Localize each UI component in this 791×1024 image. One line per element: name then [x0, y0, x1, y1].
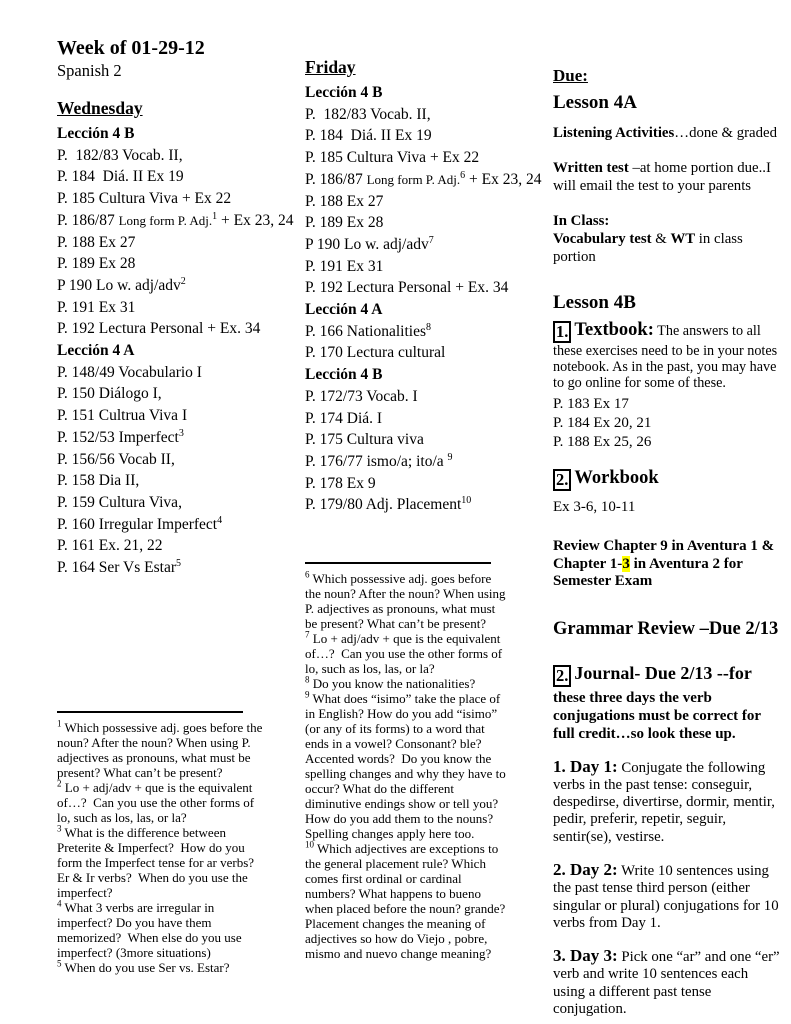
footnote	[305, 839, 509, 961]
day-task-text: Conjugate the following verbs in the past tense: conseguir, despedirse, divertirse, dormir, mentir, pedir, preferir, repetir, seguir, sentir(se), vestirse.	[553, 759, 775, 845]
assignment-text-after: + Ex 23, 24	[217, 211, 294, 229]
assignment-item	[305, 125, 543, 147]
assignment-text: P. 166 Nationalities	[305, 322, 426, 340]
assignment-item	[305, 234, 543, 256]
vocab-test-line	[553, 230, 781, 266]
footnote-reference: 5	[175, 557, 181, 569]
footnote	[57, 900, 263, 960]
assignment-text: P. 192 Lectura Personal + Ex. 34	[305, 279, 509, 297]
footnote-reference: 2	[180, 275, 186, 287]
lesson-4b-title: Lesson 4B	[553, 292, 636, 313]
assignment-text: P. 159 Cultura Viva,	[57, 493, 182, 511]
assignment-item	[57, 535, 299, 557]
assignment-item	[305, 104, 543, 126]
footnote-number: 9	[305, 689, 310, 700]
assignment-item	[57, 275, 299, 297]
wednesday-heading: Wednesday	[57, 98, 143, 118]
footnote-number: 1	[57, 718, 62, 729]
assignment-item	[305, 473, 543, 495]
footnote-text: Which adjectives are exceptions to the general placement rule? Which comes first ordinal or cardinal numbers? What happens to bueno when placed before the noun? grande? Placement changes the meaning of adjectives so how do Viejo , pobre, mismo and nuevo change meaning?	[305, 841, 509, 961]
assignment-item	[57, 253, 299, 275]
footnote-reference: 9	[447, 451, 453, 463]
assignment-text: P. 170 Lectura cultural	[305, 344, 446, 362]
journal-requirements: these three days the verb conjugations must be correct for full credit…so look these up.	[553, 689, 761, 742]
assignment-item	[57, 383, 299, 405]
assignment-item	[57, 123, 299, 145]
due-heading: Due:	[553, 66, 588, 85]
assignment-text: P. 179/80 Adj. Placement	[305, 496, 462, 514]
assignment-item	[57, 210, 299, 232]
assignment-text: P. 191 Ex 31	[57, 298, 136, 316]
assignment-item	[305, 299, 543, 321]
friday-assignment-list	[305, 82, 543, 516]
footnote-text: What 3 verbs are irregular in imperfect? Do you have them memorized? When else do you use imperfect? (3more situations)	[57, 900, 245, 960]
assignment-text: Lección 4 A	[305, 301, 383, 319]
day-task-list	[553, 758, 781, 1019]
due-column	[553, 66, 781, 1018]
wednesday-assignment-list	[57, 123, 299, 579]
assignment-item	[57, 405, 299, 427]
listening-status: …done & graded	[674, 125, 777, 141]
boxed-number-journal: 2.	[553, 665, 571, 687]
footnote	[305, 689, 509, 841]
textbook-exercise-item: P. 188 Ex 25, 26	[553, 434, 652, 450]
assignment-text: P. 182/83 Vocab. II,	[305, 105, 431, 123]
footnote-reference: 4	[217, 514, 223, 526]
written-test-note: –at home portion due..I will email the test to your parents	[553, 160, 771, 194]
footnote-reference: 1	[212, 210, 218, 222]
boxed-number-2: 2.	[553, 469, 571, 491]
footnote	[305, 569, 509, 631]
assignment-text: P. 188 Ex 27	[305, 192, 384, 210]
assignment-item	[57, 362, 299, 384]
footnote-text: When do you use Ser vs. Estar?	[61, 960, 230, 975]
page-subtitle: Spanish 2	[57, 61, 122, 80]
in-class-label: In Class:	[553, 213, 610, 229]
assignment-text: P. 188 Ex 27	[57, 233, 136, 251]
journal-title: Journal- Due 2/13 --for	[574, 662, 752, 683]
assignment-text: P 190 Lo w. adj/adv	[305, 235, 429, 253]
ampersand: &	[651, 231, 671, 247]
assignment-text: P. 156/56 Vocab II,	[57, 450, 175, 468]
footnote-text: Do you know the nationalities?	[309, 676, 476, 691]
day-task-text: Write 10 sentences using the past tense third person (either singular or plural) conjugations for 10 verbs from Day 1.	[553, 862, 779, 931]
boxed-number-1: 1.	[553, 321, 571, 343]
textbook-exercise-item: P. 184 Ex 20, 21	[553, 415, 652, 431]
footnote-reference: 8	[425, 321, 431, 333]
footnote-number: 3	[57, 823, 62, 834]
day-task-label: 3. Day 3:	[553, 946, 618, 966]
footnote	[305, 676, 506, 691]
assignment-item	[57, 145, 299, 167]
footnotes-left-block	[57, 711, 266, 975]
assignment-text: P. 158 Dia II,	[57, 472, 140, 490]
assignment-text: P. 172/73 Vocab. I	[305, 387, 418, 405]
assignment-item	[305, 451, 543, 473]
day-task-text: Pick one “ar” and one “er” verb and write 10 sentences each using a different past tense conjugation.	[553, 949, 780, 1018]
semester-exam-review-note	[553, 538, 781, 591]
assignment-item	[57, 427, 299, 449]
assignment-text: P. 185 Cultura Viva + Ex 22	[57, 190, 232, 208]
textbook-label: Textbook:	[574, 320, 654, 340]
assignment-text: P. 178 Ex 9	[305, 474, 376, 492]
textbook-exercise-item: P. 183 Ex 17	[553, 396, 629, 412]
assignment-item	[57, 166, 299, 188]
lesson-4a-title: Lesson 4A	[553, 92, 637, 113]
left-column	[57, 36, 299, 579]
assignment-text: P. 176/77 ismo/a; ito/a	[305, 452, 448, 470]
footnote	[57, 780, 263, 825]
footnotes-middle-block	[305, 562, 509, 961]
assignment-item	[57, 557, 299, 579]
footnote-separator	[305, 562, 491, 564]
footnote	[57, 825, 263, 900]
assignment-item	[57, 188, 299, 210]
footnote-text: Lo + adj/adv + que is the equivalent of…? Can you use the other forms of lo, such as los, las, or la?	[305, 631, 506, 676]
written-test-label: Written test	[553, 160, 629, 176]
assignment-item	[57, 449, 299, 471]
assignment-item	[57, 470, 299, 492]
assignment-item	[305, 321, 543, 343]
vocab-test-label: Vocabulary test	[553, 231, 652, 247]
assignment-text: P. 150 Diálogo I,	[57, 385, 162, 403]
review-text-after: in Aventura 2 for Semester Exam	[553, 555, 743, 589]
assignment-item	[305, 429, 543, 451]
footnote-number: 10	[305, 839, 314, 850]
assignment-item	[57, 492, 299, 514]
assignment-text: P. 148/49 Vocabulario I	[57, 363, 202, 381]
highlighted-text: 3	[622, 555, 630, 572]
footnote	[57, 960, 263, 975]
journal-title-line	[553, 664, 781, 687]
footnotes-middle-list	[305, 569, 509, 961]
assignment-text: P. 184 Diá. II Ex 19	[305, 127, 432, 145]
assignment-item	[305, 386, 543, 408]
listening-label: Listening Activities	[553, 125, 675, 141]
review-text: Review Chapter 9 in Aventura 1 & Chapter 1-	[553, 538, 775, 572]
footnote-text: What does “isimo” take the place of in English? How do you add “isimo” (or any of its forms) to a word that ends in a vowel? Consonant? ble? Accented words? Do you know the spelling changes and why they have to occur? What do the different diminutive endings show or tell you? How do you add them to the nouns? Spelling changes apply here too.	[305, 691, 509, 841]
day-task	[553, 758, 781, 846]
footnote-reference: 7	[428, 234, 434, 246]
assignment-text: P. 160 Irregular Imperfect	[57, 515, 218, 533]
assignment-text: P. 182/83 Vocab. II,	[57, 146, 183, 164]
assignment-text: P. 185 Cultura Viva + Ex 22	[305, 149, 480, 167]
assignment-item	[305, 169, 543, 191]
assignment-text-after: + Ex 23, 24	[465, 170, 542, 188]
day-task-label: 1. Day 1:	[553, 756, 618, 776]
footnote-number: 5	[57, 958, 62, 969]
footnote-reference: 3	[178, 427, 184, 439]
footnote-reference: 10	[461, 495, 472, 507]
assignment-text: P. 186/87	[57, 211, 119, 229]
in-class-block	[553, 212, 781, 266]
assignment-small-text: Long form P. Adj.	[118, 212, 213, 228]
footnote-text: Lo + adj/adv + que is the equivalent of…? Can you use the other forms of lo, such as los, las, or la?	[57, 780, 258, 825]
assignment-text: P. 189 Ex 28	[57, 255, 136, 273]
footnote-text: Which possessive adj. goes before the noun? After the noun? When using P. adjectives as pronouns, what must be present? What can’t be present?	[305, 571, 509, 631]
assignment-text: P. 191 Ex 31	[305, 257, 384, 275]
journal-section	[553, 664, 781, 743]
assignment-item	[57, 318, 299, 340]
assignment-item	[305, 82, 543, 104]
assignment-text: P. 189 Ex 28	[305, 214, 384, 232]
vocab-test-note: in class portion	[553, 231, 743, 265]
assignment-item	[305, 147, 543, 169]
assignment-item	[305, 256, 543, 278]
assignment-item	[305, 408, 543, 430]
assignment-item	[305, 342, 543, 364]
textbook-exercise-list	[553, 395, 781, 452]
assignment-item	[305, 364, 543, 386]
assignment-text: P. 152/53 Imperfect	[57, 428, 179, 446]
assignment-text: P. 174 Diá. I	[305, 409, 383, 427]
assignment-item	[57, 297, 299, 319]
written-test-line	[553, 159, 781, 195]
assignment-text: P. 184 Diá. II Ex 19	[57, 168, 184, 186]
assignment-text: P. 192 Lectura Personal + Ex. 34	[57, 320, 261, 338]
assignment-text: Lección 4 B	[57, 125, 135, 142]
assignment-text: P. 151 Cultrua Viva I	[57, 407, 188, 425]
footnote-number: 6	[305, 569, 310, 580]
footnote	[57, 718, 266, 780]
day-task	[553, 861, 781, 932]
assignment-item	[57, 514, 299, 536]
footnote-text: What is the difference between Preterite & Imperfect? How do you form the Imperfect tense for ar verbs? Er & Ir verbs? When do you use the imperfect?	[57, 825, 258, 900]
assignment-item	[305, 212, 543, 234]
assignment-text: P 190 Lo w. adj/adv	[57, 276, 181, 294]
assignment-item	[305, 494, 543, 516]
assignment-text: P. 186/87	[305, 170, 367, 188]
workbook-section	[553, 469, 781, 491]
assignment-text: P. 175 Cultura viva	[305, 431, 424, 449]
assignment-item	[57, 232, 299, 254]
day-task-label: 2. Day 2:	[553, 859, 618, 879]
assignment-item	[305, 277, 543, 299]
day-task	[553, 947, 781, 1018]
assignment-text: Lección 4 A	[57, 342, 135, 360]
in-class-label-line	[553, 212, 781, 230]
textbook-description: The answers to all these exercises need to be in your notes notebook. As in the past, you may have to go online for some of these.	[553, 323, 778, 391]
footnotes-left-list	[57, 718, 266, 975]
assignment-text: P. 161 Ex. 21, 22	[57, 537, 163, 555]
assignment-text: Lección 4 B	[305, 366, 383, 384]
assignment-small-text: Long form P. Adj.	[366, 171, 461, 187]
middle-column	[305, 56, 543, 516]
wt-label: WT	[670, 231, 696, 247]
footnote	[305, 631, 506, 676]
grammar-review-heading: Grammar Review –Due 2/13	[553, 618, 779, 639]
friday-heading: Friday	[305, 57, 356, 77]
footnote-reference: 6	[460, 169, 466, 181]
assignment-text: Lección 4 B	[305, 84, 383, 101]
textbook-section	[553, 321, 781, 391]
footnote-text: Which possessive adj. goes before the noun? After the noun? When using P. adjectives as pronouns, what must be present? What can’t be present?	[57, 720, 266, 780]
page-title: Week of 01-29-12	[57, 37, 205, 59]
workbook-label: Workbook	[574, 468, 659, 488]
footnote-number: 4	[57, 898, 62, 909]
workbook-exercises: Ex 3-6, 10-11	[553, 499, 636, 515]
footnote-number: 2	[57, 778, 62, 789]
assignment-item	[57, 340, 299, 362]
footnote-number: 8	[305, 674, 310, 685]
assignment-text: P. 164 Ser Vs Estar	[57, 559, 176, 577]
listening-activities-line	[553, 124, 781, 142]
footnote-number: 7	[305, 629, 310, 640]
footnote-separator	[57, 711, 243, 713]
assignment-item	[305, 191, 543, 213]
